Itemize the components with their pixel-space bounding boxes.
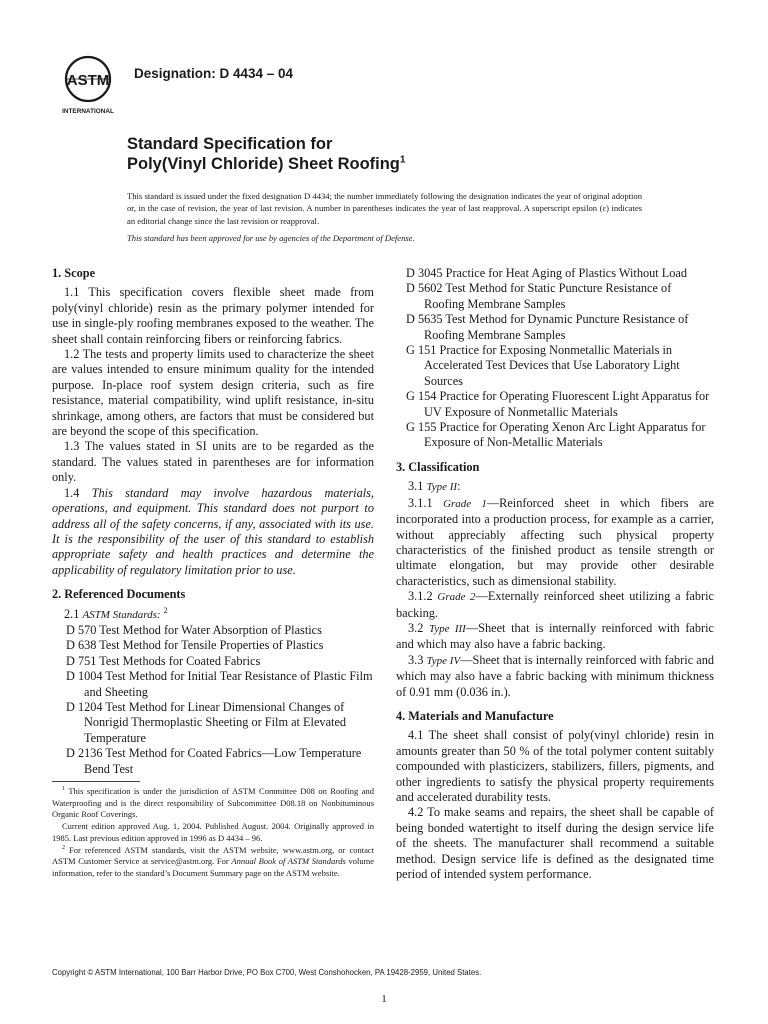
footnote-1: $^1$ This specification is under the jurisdiction of ASTM Committee D08 on Roofing and Waterproofing and is the direct responsibility of Subcommittee D08.18 on Nonbituminous Organic Roof Coverings.: [52, 786, 374, 820]
reference-item: D 3045 Practice for Heat Aging of Plastics Without Load: [406, 266, 688, 280]
left-column: [52, 266, 374, 777]
right-column: [396, 266, 714, 882]
section-heading-scope: 1. Scope: [52, 266, 96, 280]
referenced-list-right: [406, 266, 714, 451]
approved-notice: This standard has been approved for use by agencies of the Department of Defense.: [127, 233, 415, 243]
title-footnote-marker: 1: [399, 154, 406, 166]
reference-item: G 151 Practice for Exposing Nonmetallic Materials in Accelerated Test Devices that Use Laboratory Light Sources: [406, 343, 680, 388]
materials-4-2: 4.2 To make seams and repairs, the sheet shall be capable of being bonded watertight to itself during the design service life of the sheets. The manufacturer shall recommend a suitable method. Design service life is defined as the designated time period of intended system performance.: [396, 805, 714, 882]
logo-lettering: ASTM: [66, 72, 110, 89]
materials-4-1: 4.1 The sheet shall consist of poly(vinyl chloride) resin in amounts greater than 50 % of the total polymer content suitably compounded with plasticizers, stabilizers, fillers, pigments, and other ingredients to satisfy the physical property requirements and accelerated durability tests.: [396, 728, 714, 804]
scope-1-2: 1.2 The tests and property limits used to characterize the sheet are values intended to ensure minimum quality for the intended purpose. In-place roof system design criteria, such as fire resistance, material compatibility, wind uplift resistance, in-situ shrinkage, among others, are factors that must be considered but are beyond the scope of this specification.: [52, 347, 374, 439]
footnote-2: $^2$ For referenced ASTM standards, visit the ASTM website, www.astm.org, or contact ASTM Customer Service at service@astm.org. For Annual Book of ASTM Standards volume information, refer to the standard’s Document Summary page on the ASTM website.: [52, 844, 375, 878]
referenced-2-1: 2.1 ASTM Standards: $^2$: [64, 605, 168, 621]
scope-1-3: 1.3 The values stated in SI units are to be regarded as the standard. The values stated in parentheses are for information only.: [52, 439, 374, 485]
designation: Designation: D 4434 – 04: [134, 66, 294, 81]
section-heading-materials: 4. Materials and Manufacture: [396, 708, 554, 723]
section-heading-referenced: 2. Referenced Documents: [52, 587, 186, 602]
reference-item: D 2136 Test Method for Coated Fabrics—Low Temperature Bend Test: [66, 746, 362, 776]
reference-item: D 1204 Test Method for Linear Dimensional Changes of Nonrigid Thermoplastic Sheeting or Film at Elevated Temperature: [66, 699, 347, 745]
reference-item: D 751 Test Methods for Coated Fabrics: [66, 653, 261, 668]
title-line-2: Poly(Vinyl Chloride) Sheet Roofing$^1$: [127, 154, 406, 173]
footnote-1-edition: Current edition approved Aug. 1, 2004. Published August. 2004. Originally approved in 1985. Last previous edition approved in 1996 as D 4434 – 96.: [52, 821, 374, 843]
classification-3-2: 3.2 Type III—Sheet that is internally reinforced with fabric and which may also have a fabric backing.: [396, 620, 714, 652]
footnotes: [52, 786, 374, 880]
classification-3-1-1: 3.1.1 Grade 1—Reinforced sheet in which fibers are incorporated into a production process, for example as a carrier, without appreciably affecting such physical property characteristics of the finished product as tensile strength or ultimate elongation, but may provide other desirable characteristics, such as dimensional stability.: [396, 495, 715, 588]
title-line-1: Standard Specification for: [127, 135, 333, 153]
classification-3-3: 3.3 Type IV—Sheet that is internally reinforced with fabric and which may also have a fabric backing with minimum thickness of 0.91 mm (0.036 in.).: [396, 652, 714, 699]
astm-logo: [52, 52, 124, 116]
scope-1-1: 1.1 This specification covers flexible sheet made from poly(vinyl chloride) resin as the primary polymer intended for use in single-ply roofing membranes exposed to the weather. The sheet shall contain reinforcing fibers or reinforcing fabrics.: [52, 285, 374, 346]
footnote-divider: [52, 781, 140, 782]
reference-item: G 155 Practice for Operating Xenon Arc Light Apparatus for Exposure of Non-Metallic Materials: [406, 420, 706, 450]
issued-notice: This standard is issued under the fixed designation D 4434; the number immediately following the designation indicates the year of original adoption or, in the case of revision, the year of last revision. A number in parentheses indicates the year of last reapproval. A superscript epsilon (ε) indicates an editorial change since the last revision or reapproval.: [127, 191, 642, 226]
reference-item: D 5602 Test Method for Static Puncture Resistance of Roofing Membrane Samples: [406, 281, 672, 311]
reference-item: D 5635 Test Method for Dynamic Puncture Resistance of Roofing Membrane Samples: [406, 312, 689, 342]
reference-item: D 638 Test Method for Tensile Properties of Plastics: [66, 638, 324, 653]
scope-1-4: 1.4 This standard may involve hazardous materials, operations, and equipment. This standard does not purport to address all of the safety concerns, if any, associated with its use. It is the responsibility of the user of this standard to establish appropriate safety and health practices and determine the applicability of regulatory limitation prior to use.: [52, 485, 374, 577]
reference-item: G 154 Practice for Operating Fluorescent Light Apparatus for UV Exposure of Nonmetallic Materials: [406, 389, 710, 419]
reference-item: D 1004 Test Method for Initial Tear Resistance of Plastic Film and Sheeting: [66, 669, 373, 699]
reference-item: D 570 Test Method for Water Absorption of Plastics: [66, 622, 322, 637]
logo-subtext: INTERNATIONAL: [62, 108, 114, 115]
classification-3-1-2: 3.1.2 Grade 2—Externally reinforced sheet utilizing a fabric backing.: [396, 589, 715, 620]
classification-3-1: 3.1 Type II:: [408, 479, 461, 494]
page-number: 1: [381, 993, 387, 1005]
referenced-list-left: [66, 623, 374, 777]
copyright-notice: Copyright © ASTM International, 100 Barr Harbor Drive, PO Box C700, West Conshohocken, PA 19428-2959, United States.: [52, 968, 482, 977]
section-heading-classification: 3. Classification: [396, 459, 480, 474]
document-title: [127, 134, 405, 174]
